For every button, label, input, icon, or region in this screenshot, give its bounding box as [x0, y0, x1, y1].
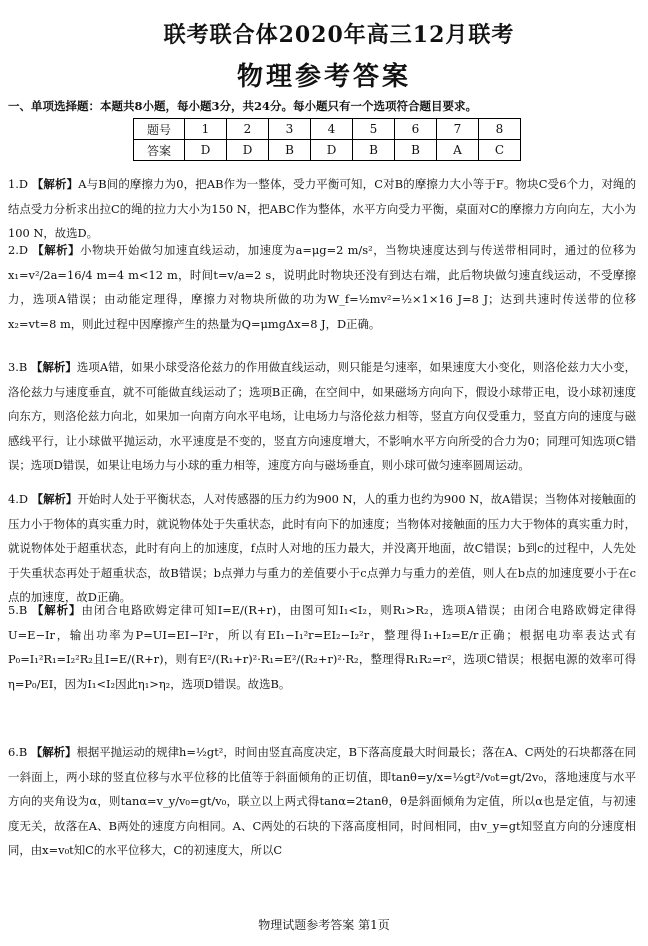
table-row: [134, 119, 521, 140]
table-cell: B: [395, 140, 437, 161]
table-header-cell: 题号: [134, 119, 185, 140]
analysis-tag: 【解析】: [31, 177, 79, 191]
item-label: 6.B: [8, 745, 28, 759]
analysis-tag: 【解析】: [31, 492, 78, 506]
answer-item-1: [8, 172, 636, 246]
table-cell: 6: [395, 119, 437, 140]
table-cell: B: [353, 140, 395, 161]
answer-item-4: [8, 487, 636, 610]
answer-item-5: [8, 598, 636, 696]
table-row: [134, 140, 521, 161]
table-header-cell: 答案: [134, 140, 185, 161]
item-label: 5.B: [8, 603, 28, 617]
item-label: 1.D: [8, 177, 29, 191]
item-text: 小物块开始做匀加速直线运动，加速度为a=μg=2 m/s²，当物块速度达到与传送带相同时，通过的位移为x₁=v²/2a=16/4 m=4 m<12 m，时间t=v/a=2 s，说明此时物块还没有到达右端，此后物块做匀速直线运动，不受摩擦力，选项A错误；由动能定理得，摩擦力对物块所做的功为W_f=½mv²=½×1×16 J=8 J；达到共速时传送带的位移x₂=vt=8 m，则此过程中因摩擦产生的热量为Q=μmgΔx=8 J，D正确。: [8, 243, 636, 331]
exam-title: 联考联合体2020年高三12月联考: [163, 22, 515, 48]
table-cell: 2: [227, 119, 269, 140]
table-cell: 7: [437, 119, 479, 140]
analysis-tag: 【解析】: [31, 603, 82, 617]
item-text: 选项A错，如果小球受洛伦兹力的作用做直线运动，则只能是匀速率，如果速度大小变化，则洛伦兹力大小变，洛伦兹力与速度垂直，就不可能做直线运动了；选项B正确，在空间中，如果磁场方向向下，假设小球带正电，设小球初速度向东方，则洛伦兹力向北，如果加一向南方向水平电场，让电场力与洛伦兹力相等，竖直方向仅受重力，竖直方向的速度与磁感线平行，让小球做平抛运动，水平速度是不变的，竖直方向速度增大，不影响水平方向所受的合力为0；同理可知选项C错误；选项D错误，如果让电场力与小球的重力相等，速度方向与磁场垂直，则小球可做匀速率圆周运动。: [8, 360, 637, 473]
table-cell: D: [227, 140, 269, 161]
table-cell: A: [437, 140, 479, 161]
item-text: A与B间的摩擦力为0，把AB作为一整体，受力平衡可知，C对B的摩擦力大小等于F。物块C受6个力，对绳的结点受力分析求出拉C的绳的拉力大小为150 N，把ABC作为整体，水平方向受力平衡，桌面对C的摩擦力方向向左，大小为100 N，故选D。: [8, 177, 636, 241]
table-cell: 1: [185, 119, 227, 140]
table-cell: B: [269, 140, 311, 161]
page-title: 物理参考答案: [236, 62, 411, 92]
item-label: 4.D: [8, 492, 29, 506]
table-cell: 5: [353, 119, 395, 140]
table-cell: 4: [311, 119, 353, 140]
item-text: 开始时人处于平衡状态，人对传感器的压力约为900 N，人的重力也约为900 N，故A错误；当物体对接触面的压力小于物体的真实重力时，就说物体处于失重状态，此时有向下的加速度；当物体对接触面的压力大于物体的真实重力时，就说物体处于超重状态，此时有向上的加速度，f点时人对地的压力最大，并没离开地面，故C错误；b到c的过程中，人先处于失重状态再处于超重状态，故B错误；b点弹力与重力的差值要小于c点弹力与重力的差值，则人在b点的加速度要小于在c点的加速度，故D正确。: [8, 492, 636, 605]
analysis-tag: 【解析】: [32, 243, 81, 257]
answer-item-6: [8, 740, 636, 863]
answer-item-2: [8, 238, 636, 336]
table-cell: D: [311, 140, 353, 161]
analysis-tag: 【解析】: [30, 360, 77, 374]
item-text: 由闭合电路欧姆定律可知I=E/(R+r)，由图可知I₁<I₂，则R₁>R₂，选项A错误；由闭合电路欧姆定律得U=E−Ir，输出功率为P=UI=EI−I²r，所以有EI₁−I₁²r=EI₂−I₂²r，整理得I₁+I₂=E/r正确；根据电功率表达式有P₀=I₁²R₁=I₂²R₂且I=E/(R+r)，则有E²/(R₁+r)²·R₁=E²/(R₂+r)²·R₂，整理得R₁R₂=r²，选项C错误；根据电源的效率可得η=P₀/EI，因为I₁<I₂因此η₁>η₂，选项D错误。故选B。: [8, 603, 636, 691]
answer-item-3: [8, 355, 636, 478]
page-footer: 物理试题参考答案 第1页: [258, 918, 390, 932]
table-cell: D: [185, 140, 227, 161]
answer-table: [133, 118, 521, 161]
item-label: 3.B: [8, 360, 28, 374]
analysis-tag: 【解析】: [30, 745, 77, 759]
table-cell: 3: [269, 119, 311, 140]
section-heading: 一、单项选择题：本题共8小题，每小题3分，共24分。每小题只有一个选项符合题目要求。: [8, 99, 478, 113]
item-text: 根据平抛运动的规律h=½gt²，时间由竖直高度决定，B下落高度最大时间最长；落在A、C两处的石块都落在同一斜面上，两小球的竖直位移与水平位移的比值等于斜面倾角的正切值，即tanθ=y/x=½gt²/v₀t=gt/2v₀，落地速度与水平方向的夹角设为α，则tanα=v_y/v₀=gt/v₀，联立以上两式得tanα=2tanθ，θ是斜面倾角为定值，所以α也是定值，与初速度无关，故落在A、B两处的速度方向相同。A、C两处的石块的下落高度相同，时间相同，由v_y=gt知竖直方向的分速度相同，由x=v₀t知C的水平位移大，C的初速度大，所以C: [8, 745, 636, 858]
table-cell: C: [479, 140, 521, 161]
table-cell: 8: [479, 119, 521, 140]
item-label: 2.D: [8, 243, 29, 257]
